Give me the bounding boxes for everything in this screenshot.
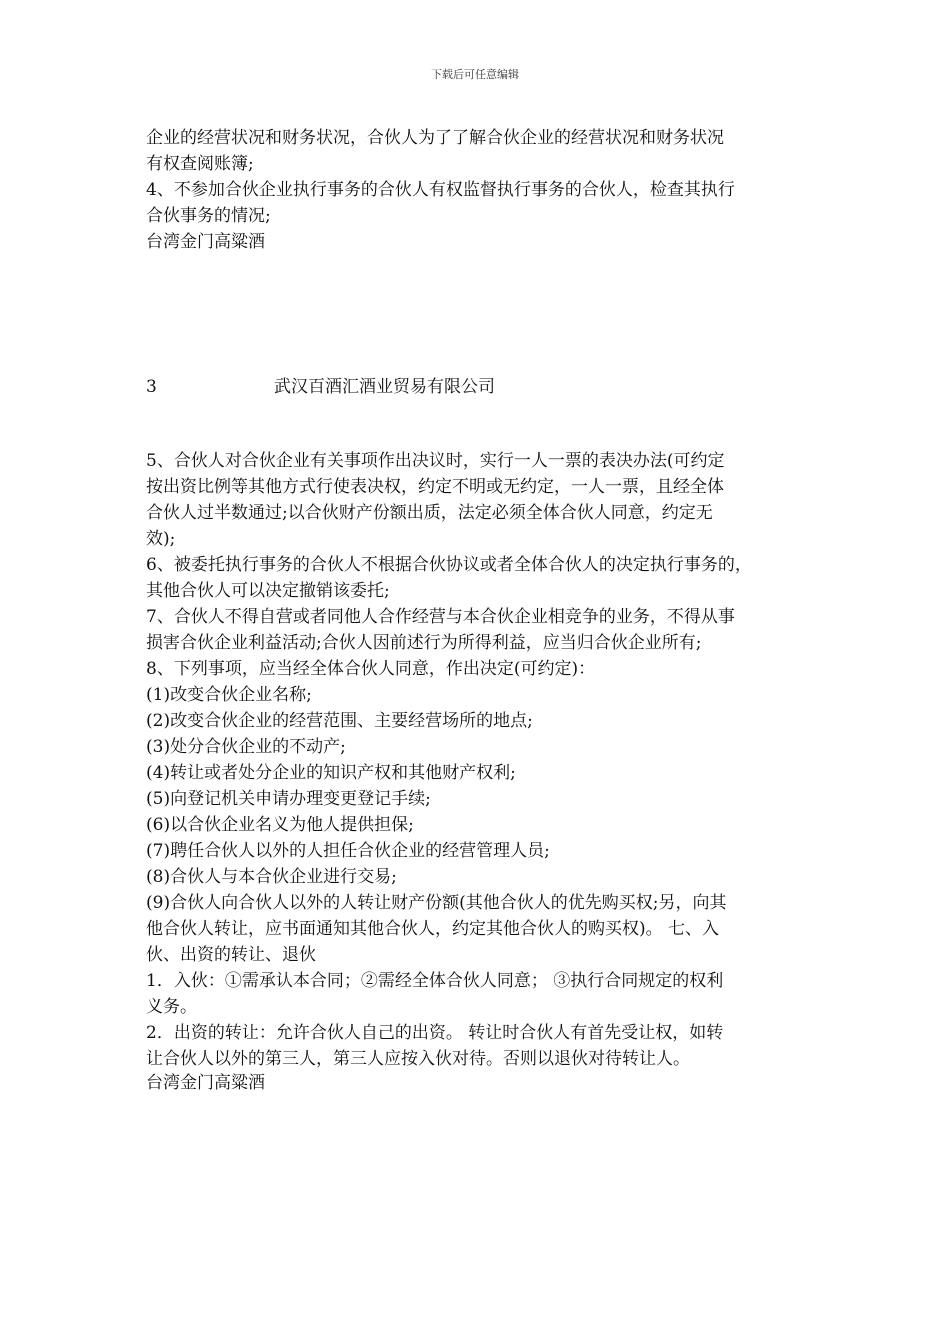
text-line: (1)改变合伙企业名称;: [146, 685, 312, 705]
text-line: 2．出资的转让：允许合伙人自己的出资。 转让时合伙人有首先受让权，如转: [146, 1023, 724, 1043]
text-line: 合伙人过半数通过;以合伙财产份额出质，法定必须全体合伙人同意，约定无: [146, 503, 713, 523]
text-line: 7、合伙人不得自营或者同他人合作经营与本合伙企业相竞争的业务，不得从事: [146, 607, 735, 627]
text-line: (7)聘任合伙人以外的人担任合伙企业的经营管理人员;: [146, 841, 550, 861]
text-line: 1．入伙：①需承认本合同；②需经全体合伙人同意； ③执行合同规定的权利: [146, 971, 724, 991]
page-header: 下载后可任意编辑: [431, 68, 519, 81]
text-line: 损害合伙企业利益活动;合伙人因前述行为所得利益，应当归合伙企业所有;: [146, 633, 702, 653]
text-block-main: [146, 448, 816, 1072]
text-line: 效);: [146, 529, 176, 549]
text-line: 台湾金门高粱酒: [146, 232, 265, 252]
text-line: 其他合伙人可以决定撤销该委托;: [146, 581, 390, 601]
text-line: (2)改变合伙企业的经营范围、主要经营场所的地点;: [146, 711, 533, 731]
text-line: (3)处分合伙企业的不动产;: [146, 737, 346, 757]
text-line: 5、合伙人对合伙企业有关事项作出决议时，实行一人一票的表决办法(可约定: [146, 451, 725, 471]
text-line: 合伙事务的情况;: [146, 206, 271, 226]
text-line: (4)转让或者处分企业的知识产权和其他财产权利;: [146, 763, 516, 783]
text-line: 按出资比例等其他方式行使表决权，约定不明或无约定，一人一票，且经全体: [146, 477, 724, 497]
text-line: 他合伙人转让，应书面通知其他合伙人，约定其他合伙人的购买权)。 七、入: [146, 919, 720, 939]
company-name: 武汉百酒汇酒业贸易有限公司: [274, 377, 495, 397]
page-number-line: [146, 374, 816, 400]
text-block-top: [146, 125, 816, 255]
text-line: 有权查阅账簿;: [146, 154, 254, 174]
text-line: (5)向登记机关申请办理变更登记手续;: [146, 789, 431, 809]
text-line: 4、不参加合伙企业执行事务的合伙人有权监督执行事务的合伙人，检查其执行: [146, 180, 735, 200]
text-line: (8)合伙人与本合伙企业进行交易;: [146, 867, 397, 887]
text-line: 让合伙人以外的第三人，第三人应按入伙对待。否则以退伙对待转让人。: [146, 1049, 690, 1069]
footer-brand-text: 台湾金门高粱酒: [146, 1073, 265, 1093]
text-line: 企业的经营状况和财务状况，合伙人为了了解合伙企业的经营状况和财务状况: [146, 128, 724, 148]
text-line: 义务。: [146, 997, 197, 1017]
text-line: 6、被委托执行事务的合伙人不根据合伙协议或者全体合伙人的决定执行事务的，: [146, 555, 752, 575]
text-line: (6)以合伙企业名义为他人提供担保;: [146, 815, 414, 835]
text-line: 8、下列事项，应当经全体合伙人同意，作出决定(可约定)：: [146, 659, 596, 679]
text-line: (9)合伙人向合伙人以外的人转让财产份额(其他合伙人的优先购买权;另，向其: [146, 893, 727, 913]
page-number: 3: [146, 377, 157, 397]
text-line: 伙、出资的转让、退伙: [146, 945, 316, 965]
